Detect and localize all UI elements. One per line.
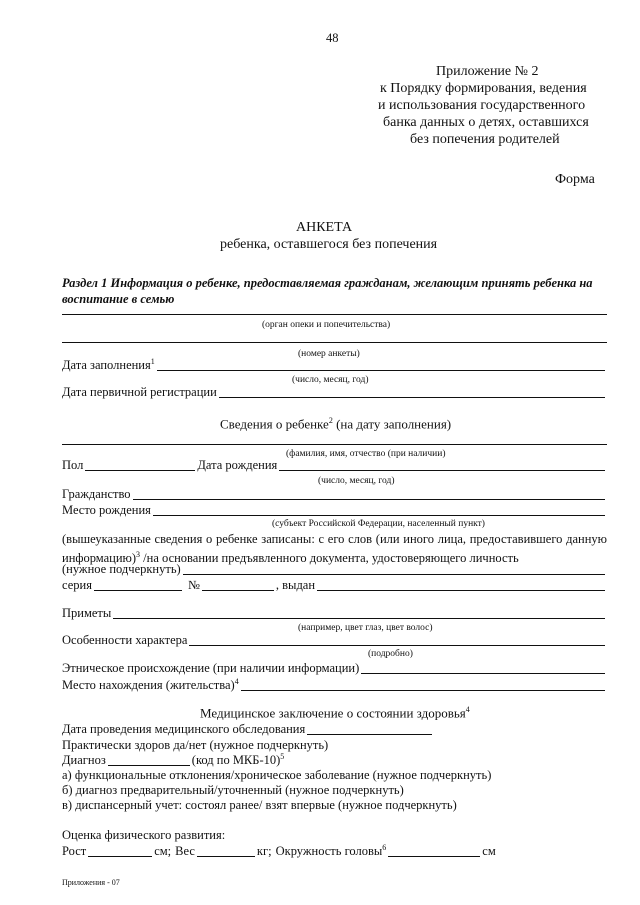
sex-label: Пол [62, 458, 84, 472]
weight-field[interactable] [197, 846, 255, 857]
appendix-line-3: банка данных о детях, оставшихся [383, 115, 589, 130]
appendix-line-1: к Порядку формирования, ведения [380, 81, 587, 96]
series-label: серия [62, 578, 92, 592]
registration-date-row [62, 385, 607, 400]
document-field[interactable] [183, 564, 605, 575]
form-subtitle: ребенка, оставшегося без попечения [220, 237, 438, 252]
ethnic-origin-field[interactable] [361, 663, 605, 674]
fill-date-label: Дата заполнения$^1$ [62, 357, 155, 373]
guardianship-body-field[interactable] [62, 314, 607, 315]
physical-measurements-row [62, 843, 496, 859]
ethnic-origin-label: Этническое происхождение (при наличии информации) [62, 661, 360, 675]
head-circ-field[interactable] [388, 846, 480, 857]
child-info-heading: Сведения о ребенке$^2$ (на дату заполнения) [220, 416, 452, 432]
features-label: Приметы [62, 606, 112, 620]
birth-date-label: Дата рождения [197, 458, 278, 472]
citizenship-field[interactable] [133, 489, 605, 500]
full-name-field[interactable] [62, 444, 607, 445]
form-number-field[interactable] [62, 342, 607, 343]
fill-date-row [62, 357, 607, 373]
features-row [62, 606, 607, 621]
series-field[interactable] [94, 580, 182, 591]
guardianship-body-caption: (орган опеки и попечительства) [262, 320, 391, 330]
height-label: Рост [62, 844, 87, 859]
option-b: б) диагноз предварительный/уточненный (нужное подчеркнуть) [62, 783, 404, 797]
birthplace-field[interactable] [153, 505, 605, 516]
exam-date-field[interactable] [307, 724, 432, 735]
footer-label: Приложения - 07 [62, 878, 120, 887]
series-number-row [62, 578, 607, 593]
weight-unit: кг; [256, 844, 272, 859]
appendix-line-2: и использования государственного [378, 98, 586, 113]
character-field[interactable] [189, 635, 605, 646]
citizenship-row [62, 487, 607, 502]
head-circ-label: Окружность головы$^6$ [275, 843, 387, 859]
features-field[interactable] [113, 608, 605, 619]
character-label: Особенности характера [62, 633, 188, 647]
birthplace-label: Место рождения [62, 503, 151, 517]
icd-code-label: (код по МКБ-10)$^5$ [191, 752, 285, 768]
ethnic-origin-row [62, 661, 607, 676]
exam-date-row [62, 722, 434, 737]
registration-date-field[interactable] [219, 387, 605, 398]
underline-choice-label: (нужное подчеркнуть) [62, 562, 181, 576]
appendix-title: Приложение № 2 [436, 64, 539, 79]
full-name-caption: (фамилия, имя, отчество (при наличии) [286, 449, 446, 459]
fill-date-field[interactable] [157, 360, 605, 371]
appendix-line-4: без попечения родителей [410, 132, 560, 147]
option-c: в) диспансерный учет: состоял ранее/ взят впервые (нужное подчеркнуть) [62, 798, 457, 812]
issued-field[interactable] [317, 580, 605, 591]
exam-date-label: Дата проведения медицинского обследования [62, 722, 306, 736]
character-caption: (подробно) [368, 649, 413, 659]
head-unit: см [482, 844, 496, 859]
birth-date-field[interactable] [279, 460, 605, 471]
physical-dev-label: Оценка физического развития: [62, 828, 226, 842]
form-title: АНКЕТА [296, 220, 353, 235]
height-unit: см; [154, 844, 172, 859]
height-field[interactable] [88, 846, 152, 857]
features-caption: (например, цвет глаз, цвет волос) [298, 623, 433, 633]
fill-date-caption: (число, месяц, год) [292, 375, 369, 385]
diagnosis-field[interactable] [108, 755, 190, 766]
residence-field[interactable] [241, 680, 605, 691]
option-a: а) функциональные отклонения/хроническое заболевание (нужное подчеркнуть) [62, 768, 492, 782]
page-number: 48 [326, 31, 339, 45]
residence-label: Место нахождения (жительства)$^4$ [62, 677, 239, 693]
number-field[interactable] [202, 580, 274, 591]
weight-label: Вес [175, 844, 195, 859]
form-number-caption: (номер анкеты) [298, 349, 360, 359]
birthplace-row [62, 503, 607, 518]
source-statement: (вышеуказанные сведения о ребенке записаны: с его слов (или иного лица, предоставившего данную информацию)$^3$ /на основании предъявленного документа, удостоверяющего личность [62, 532, 607, 566]
diagnosis-row [62, 752, 284, 768]
birthplace-caption: (субъект Российской Федерации, населенный пункт) [272, 519, 485, 529]
residence-row [62, 677, 607, 693]
sex-birthdate-row [62, 458, 607, 473]
form-label: Форма [555, 172, 595, 187]
character-row [62, 633, 607, 648]
sex-field[interactable] [85, 460, 195, 471]
birth-date-caption: (число, месяц, год) [318, 476, 395, 486]
section-1-heading: Раздел 1 Информация о ребенке, предоставляемая гражданам, желающим принять ребенка на воспитание в семью [62, 276, 593, 306]
citizenship-label: Гражданство [62, 487, 131, 501]
number-label: № [187, 578, 200, 592]
issued-label: , выдан [275, 578, 316, 592]
diagnosis-label: Диагноз [62, 753, 106, 768]
healthy-line: Практически здоров да/нет (нужное подчеркнуть) [62, 738, 329, 752]
underline-choice-row [62, 562, 607, 577]
medical-heading: Медицинское заключение о состоянии здоровья$^4$ [200, 705, 470, 721]
registration-date-label: Дата первичной регистрации [62, 385, 217, 399]
